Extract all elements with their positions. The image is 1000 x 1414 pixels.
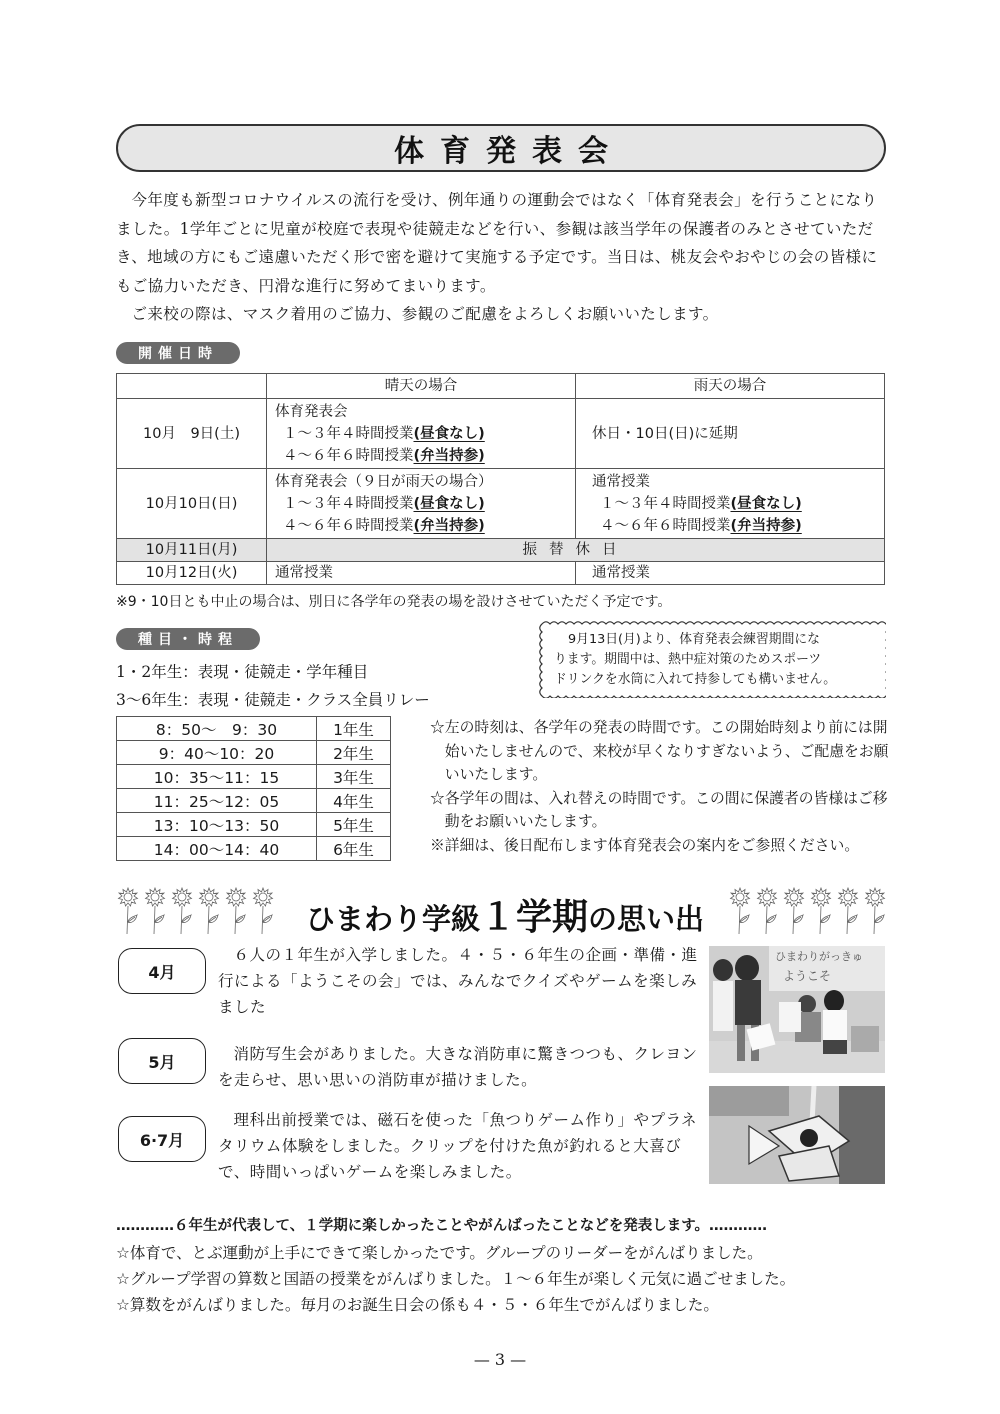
date-cell: 10月11日(月)	[117, 539, 267, 562]
grade-cell: 6年生	[317, 837, 391, 861]
cell-text: 通常授業	[592, 565, 650, 581]
schedule-label: 開催日時	[116, 342, 240, 364]
reflection-item: ☆算数をがんばりました。毎月のお誕生日会の係も４・５・６年生でがんばりました。	[116, 1296, 719, 1314]
sunny-cell	[267, 399, 576, 469]
sunflower-icon	[782, 886, 806, 940]
cell-line	[275, 445, 567, 467]
month-badge-june-july: 6·7月	[118, 1116, 206, 1162]
time-table	[116, 716, 391, 861]
cell-line: 通常授業	[592, 473, 650, 490]
sunflower-row-right	[728, 886, 887, 940]
table-row	[117, 469, 885, 539]
cell-line: 体育発表会（９日が雨天の場合）	[275, 473, 493, 490]
month-paragraph: ６人の１年生が入学しました。４・５・６年生の企画・準備・進行による「ようこその会」では、みんなでクイズやゲームを楽しみました	[218, 946, 698, 1016]
table-row	[117, 562, 885, 585]
time-row	[117, 789, 391, 813]
cell-line	[275, 423, 567, 445]
time-cell: 10：35～11：15	[117, 765, 317, 789]
grade-cell: 5年生	[317, 813, 391, 837]
grade-cell: 3年生	[317, 765, 391, 789]
schedule-table	[116, 373, 885, 585]
time-row	[117, 813, 391, 837]
time-notes	[430, 716, 895, 857]
title-part: １	[479, 897, 516, 938]
title-part: 学期	[516, 897, 589, 938]
lunch-note: (弁当持参)	[413, 517, 485, 534]
photo-sign-text: ようこそ	[783, 969, 832, 983]
lunch-note: (弁当持参)	[413, 447, 485, 464]
cell-text: 休日・10日(日)に延期	[592, 425, 738, 442]
schedule-note: ※9・10日とも中止の場合は、別日に各学年の発表の場を設けさせていただく予定です。	[116, 594, 672, 610]
sunflower-icon	[755, 886, 779, 940]
cell-line	[275, 515, 567, 537]
time-row	[117, 837, 391, 861]
time-row	[117, 741, 391, 765]
cell-text: ４～６年６時間授業	[600, 517, 731, 534]
sunflower-icon	[251, 886, 275, 940]
reflection-item: ☆体育で、とぶ運動が上手にできて楽しかったです。グループのリーダーをがんばりました。	[116, 1244, 763, 1262]
page-title-box	[116, 124, 886, 172]
student-reflections	[116, 1240, 795, 1318]
page-number: — 3 —	[473, 1350, 527, 1369]
event-list	[116, 658, 430, 714]
table-header-row	[117, 374, 885, 399]
header-cell-sunny: 晴天の場合	[267, 374, 576, 399]
lunch-note: (昼食なし)	[413, 425, 485, 442]
month-paragraph: 理科出前授業では、磁石を使った「魚つりゲーム作り」やプラネタリウム体験をしました。クリップを付けた魚が釣れると大喜びで、時間いっぱいゲームを楽しみました。	[218, 1111, 698, 1181]
sunflower-icon	[143, 886, 167, 940]
rainy-cell	[576, 399, 885, 469]
sunflower-icon	[170, 886, 194, 940]
month-paragraph: 消防写生会がありました。大きな消防車に驚きつつも、クレヨンを走らせ、思い思いの消防車が描けました。	[218, 1045, 698, 1089]
grade-cell: 1年生	[317, 717, 391, 741]
merged-cell: 振替休日	[267, 539, 885, 562]
event-line: 1・2年生：表現・徒競走・学年種目	[116, 663, 369, 681]
month-badge-april: 4月	[118, 948, 206, 994]
cell-text: １～３年４時間授業	[283, 425, 414, 442]
date-cell: 10月10日(日)	[117, 469, 267, 539]
sunflower-icon	[728, 886, 752, 940]
grade-cell: 4年生	[317, 789, 391, 813]
intro-text	[116, 186, 891, 329]
cell-text: ４～６年６時間授業	[283, 517, 414, 534]
photo-sign-text: ひまわりがっきゅ	[775, 950, 863, 963]
cell-line	[584, 493, 876, 515]
time-note: ☆左の時刻は、各学年の発表の時間です。この開始時刻より前には開始いたしませんので、来校が早くなりすぎないよう、ご配慮をお願いいたします。	[430, 719, 889, 783]
lunch-note: (弁当持参)	[730, 517, 802, 534]
intro-paragraph: ご来校の際は、マスク着用のご協力、参観のご配慮をよろしくお願いいたします。	[131, 305, 719, 323]
time-cell: 13：10～13：50	[117, 813, 317, 837]
cell-text: １～３年４時間授業	[600, 495, 731, 512]
notice-line: ります。期間中は、熱中症対策のためスポーツ	[554, 652, 822, 667]
cell-text: １～３年４時間授業	[283, 495, 414, 512]
month-badge-may: 5月	[118, 1038, 206, 1084]
time-note: ☆各学年の間は、入れ替えの時間です。この間に保護者の皆様はご移動をお願いいたします。	[430, 789, 888, 830]
sunflower-icon	[116, 886, 140, 940]
sunflower-icon	[863, 886, 887, 940]
presenter-line: …………６年生が代表して、１学期に楽しかったことやがんばったことなどを発表します。…………	[116, 1218, 768, 1234]
sunny-cell: 通常授業	[267, 562, 576, 585]
time-note: ※詳細は、後日配布します体育発表会の案内をご参照ください。	[430, 836, 860, 854]
time-row	[117, 765, 391, 789]
intro-paragraph: 今年度も新型コロナウイルスの流行を受け、例年通りの運動会ではなく「体育発表会」を行うことになりました。1学年ごとに児童が校庭で表現や徒競走などを行い、参観は該当学年の保護者のみとさせていただき、地域の方にもご遠慮いただく形で密を避けて実施する予定です。当日は、桃友会やおやじの会の皆様にもご協力いただき、円滑な進行に努めてまいります。	[116, 191, 878, 295]
photo-fishing-game	[709, 1086, 885, 1184]
lunch-note: (昼食なし)	[730, 495, 802, 512]
photo-welcome-party	[709, 946, 885, 1073]
events-label: 種目・時程	[116, 628, 260, 650]
time-cell: 14：00～14：40	[117, 837, 317, 861]
cell-line: 体育発表会	[275, 403, 348, 420]
reflection-item: ☆グループ学習の算数と国語の授業をがんばりました。１～６年生が楽しく元気に過ごせました。	[116, 1270, 796, 1288]
table-row-holiday	[117, 539, 885, 562]
month-text-june-july	[218, 1107, 706, 1185]
month-text-may	[218, 1041, 706, 1093]
sunflower-row-left	[116, 886, 275, 940]
title-part: の思い出	[588, 902, 705, 936]
notice-line: 9月13日(月)より、体育発表会練習期間にな	[568, 632, 820, 647]
header-cell	[117, 374, 267, 399]
date-cell: 10月 9日(土)	[117, 399, 267, 469]
cell-line	[584, 515, 876, 537]
cell-line	[275, 493, 567, 515]
sunflower-icon	[224, 886, 248, 940]
rainy-cell	[576, 469, 885, 539]
practice-notice	[538, 620, 886, 698]
time-cell: 9：40～10：20	[117, 741, 317, 765]
month-text-april	[218, 942, 706, 1020]
sunny-cell	[267, 469, 576, 539]
cell-text: ４～６年６時間授業	[283, 447, 414, 464]
page-title: 体育発表会	[394, 134, 624, 169]
time-cell: 11：25～12：05	[117, 789, 317, 813]
section-title	[290, 889, 720, 940]
table-row	[117, 399, 885, 469]
title-part: ひまわり学級	[305, 902, 480, 936]
sunflower-icon	[197, 886, 221, 940]
grade-cell: 2年生	[317, 741, 391, 765]
sunflower-icon	[809, 886, 833, 940]
lunch-note: (昼食なし)	[413, 495, 485, 512]
rainy-cell	[576, 562, 885, 585]
notice-line: ドリンクを水筒に入れて持参しても構いません。	[554, 672, 837, 687]
header-cell-rainy: 雨天の場合	[576, 374, 885, 399]
time-row	[117, 717, 391, 741]
time-cell: 8：50～ 9：30	[117, 717, 317, 741]
event-line: 3～6年生：表現・徒競走・クラス全員リレー	[116, 691, 430, 709]
date-cell: 10月12日(火)	[117, 562, 267, 585]
sunflower-icon	[836, 886, 860, 940]
